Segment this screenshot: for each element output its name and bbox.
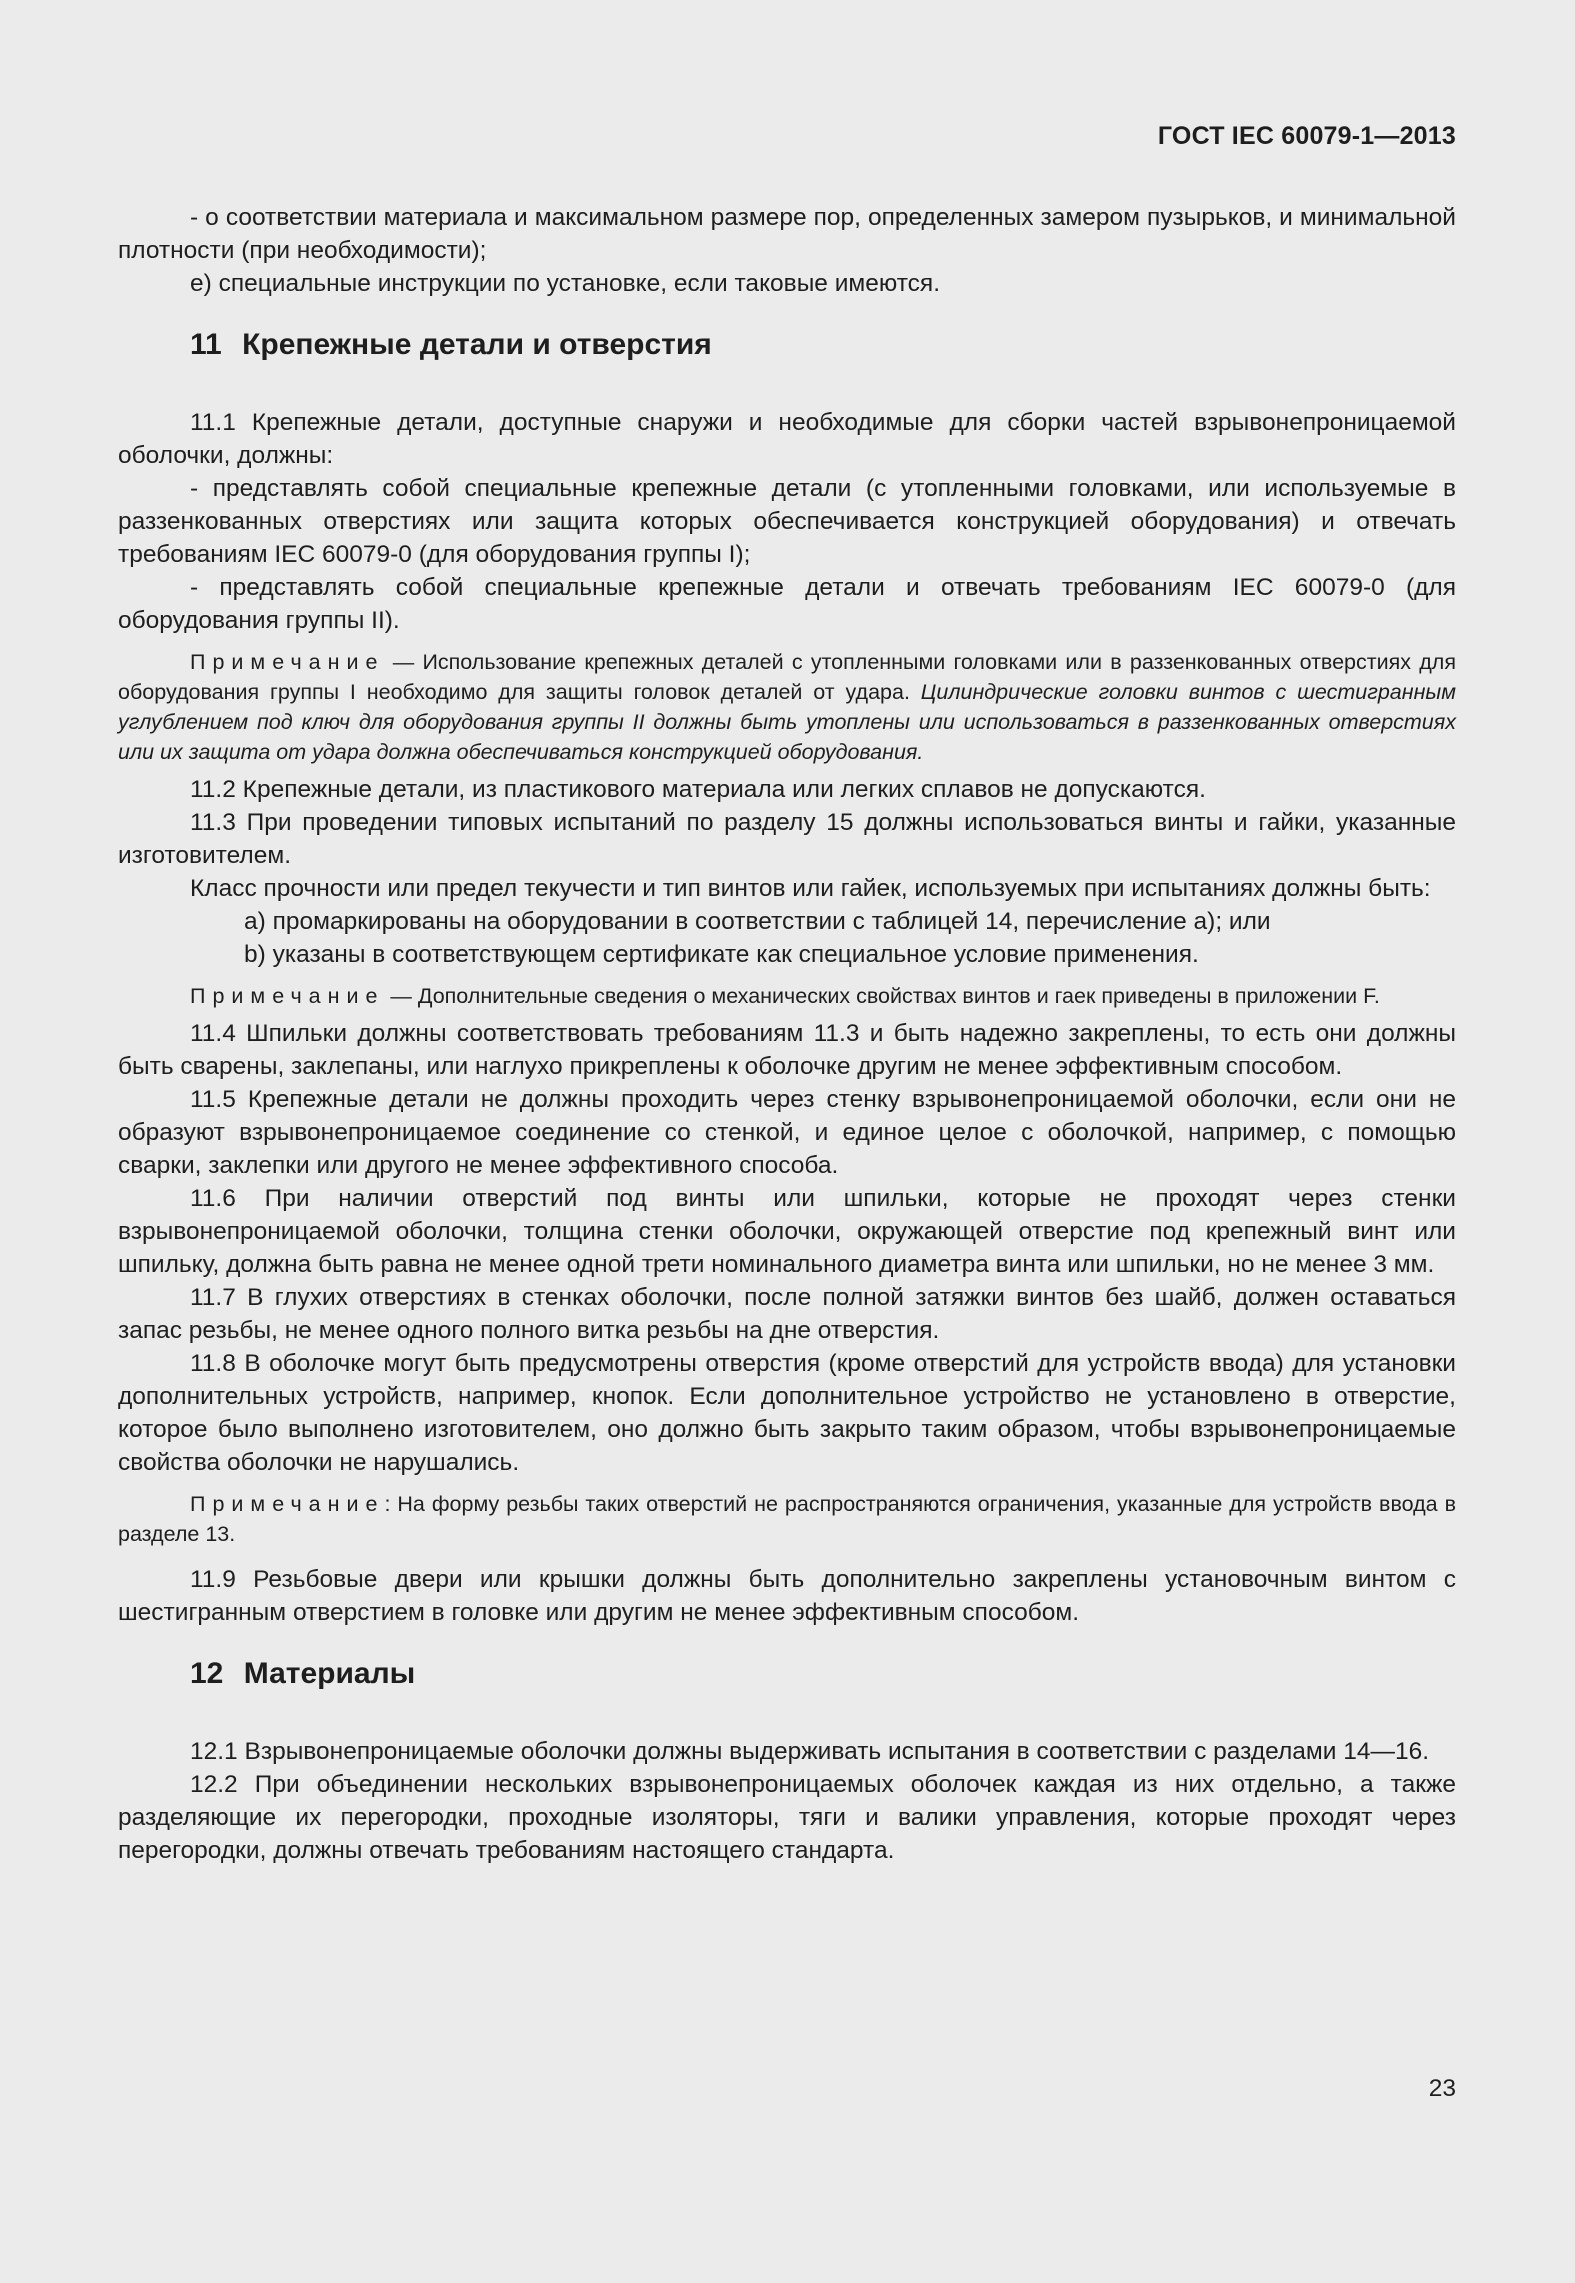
note-label: Примечание <box>190 984 385 1008</box>
paragraph-11-7: 11.7 В глухих отверстиях в стенках оболочки, после полной затяжки винтов без шайб, должен оставаться запас резьбы, не менее одного полного витка резьбы на дне отверстия. <box>118 1284 1456 1344</box>
note-text: — Дополнительные сведения о механических свойствах винтов и гаек приведены в приложении F. <box>384 984 1380 1008</box>
section-11-title: Крепежные детали и отверстия <box>242 328 712 361</box>
paragraph-12-1: 12.1 Взрывонепроницаемые оболочки должны выдерживать испытания в соответствии с разделами 14—16. <box>190 1738 1430 1765</box>
section-11-heading <box>190 326 1456 364</box>
paragraph-material-pores: - о соответствии материала и максимальном размере пор, определенных замером пузырьков, и минимальной плотности (при необходимости); <box>118 204 1456 264</box>
note-text: — Использование крепежных деталей с утопленными головками или в раззенкованных отверстиях для оборудования группы I необходимо для защиты головок деталей от удара. <box>118 650 1456 704</box>
note-label: Примечание <box>190 650 385 674</box>
section-11-number: 11 <box>190 328 222 361</box>
section-12-number: 12 <box>190 1657 224 1690</box>
paragraph-11-4: 11.4 Шпильки должны соответствовать требованиям 11.3 и быть надежно закреплены, то есть они должны быть сварены, заклепаны, или наглухо прикреплены к оболочке другим не менее эффективным способом. <box>118 1020 1456 1080</box>
paragraph-11-8: 11.8 В оболочке могут быть предусмотрены отверстия (кроме отверстий для устройств ввода) для установки дополнительных устройств, например, кнопок. Если дополнительное устройство не установлено в отверстие, которое было выполнено изготовителем, оно должно быть закрыто таким образом, чтобы взрывонепроницаемые свойства оболочки не нарушались. <box>118 1350 1456 1476</box>
paragraph-12-2: 12.2 При объединении нескольких взрывонепроницаемых оболочек каждая из них отдельно, а также разделяющие их перегородки, проходные изоляторы, тяги и валики управления, которые проходят через перегородки, должны отвечать требованиям настоящего стандарта. <box>118 1771 1456 1864</box>
note-11-3 <box>118 981 1456 1011</box>
page-number: 23 <box>1428 2075 1456 2102</box>
paragraph-11-3-class: Класс прочности или предел текучести и тип винтов или гайек, используемых при испытаниях должны быть: <box>190 875 1431 902</box>
note-11-1 <box>118 647 1456 767</box>
paragraph-11-6: 11.6 При наличии отверстий под винты или шпильки, которые не проходят через стенки взрывонепроницаемой оболочки, толщина стенки оболочки, окружающей отверстие под крепежный винт или шпильку, должна быть равна не менее одной трети номинального диаметра винта или шпильки, но не менее 3 мм. <box>118 1185 1456 1278</box>
note-italic-text: Цилиндрические головки винтов с шестигранным углублением под ключ для оборудования группы II должны быть утоплены или использоваться в раззенкованных отверстиях или их защита от удара должна обеспечиваться конструкцией оборудования. <box>118 680 1456 764</box>
paragraph-11-1-group-2: - представлять собой специальные крепежные детали и отвечать требованиям IEC 60079-0 (для оборудования группы II). <box>118 574 1456 634</box>
paragraph-11-1: 11.1 Крепежные детали, доступные снаружи и необходимые для сборки частей взрывонепроницаемой оболочки, должны: <box>118 409 1456 469</box>
document-body <box>118 201 1456 1867</box>
paragraph-11-2: 11.2 Крепежные детали, из пластикового материала или легких сплавов не допускаются. <box>190 776 1206 803</box>
paragraph-11-9: 11.9 Резьбовые двери или крышки должны быть дополнительно закреплены установочным винтом с шестигранным отверстием в головке или другим не менее эффективным способом. <box>118 1566 1456 1626</box>
note-11-8 <box>118 1489 1456 1549</box>
list-item-11-3-a: a) промаркированы на оборудовании в соответствии с таблицей 14, перечисление a); или <box>244 908 1271 935</box>
section-12-heading <box>190 1655 1456 1693</box>
note-text: : На форму резьбы таких отверстий не распространяются ограничения, указанные для устройств ввода в разделе 13. <box>118 1492 1456 1546</box>
paragraph-11-3: 11.3 При проведении типовых испытаний по разделу 15 должны использоваться винты и гайки, указанные изготовителем. <box>118 809 1456 869</box>
paragraph-11-1-group-1: - представлять собой специальные крепежные детали (с утопленными головками, или используемые в раззенкованных отверстиях или защита которых обеспечивается конструкцией оборудования) и отвечать требованиям IEC 60079-0 (для оборудования группы I); <box>118 475 1456 568</box>
document-code-header: ГОСТ IEC 60079-1—2013 <box>1157 122 1456 150</box>
list-item-11-3-b: b) указаны в соответствующем сертификате как специальное условие применения. <box>244 941 1199 968</box>
section-12-title: Материалы <box>243 1657 416 1690</box>
paragraph-11-5: 11.5 Крепежные детали не должны проходить через стенку взрывонепроницаемой оболочки, если они не образуют взрывонепроницаемое соединение со стенкой, и единое целое с оболочкой, например, с помощью сварки, заклепки или другого не менее эффективного способа. <box>118 1086 1456 1179</box>
paragraph-installation-instructions: e) специальные инструкции по установке, если таковые имеются. <box>190 270 941 297</box>
note-label: Примечание <box>190 1492 385 1516</box>
